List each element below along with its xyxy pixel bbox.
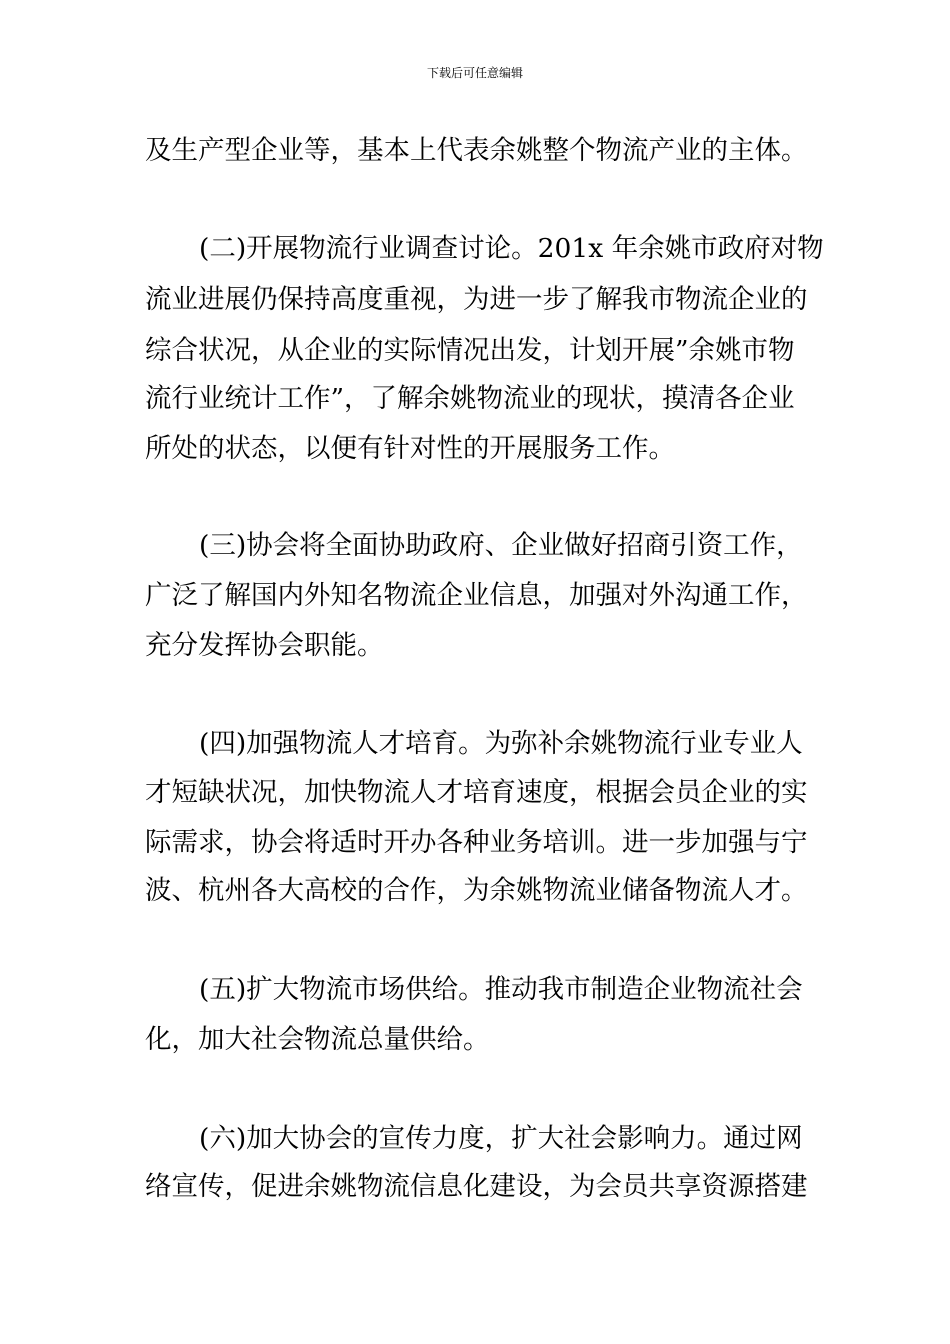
paragraph-4-line-4: 波、杭州各大高校的合作，为余姚物流业储备物流人才。: [145, 875, 808, 906]
paragraph-5-line-1: (五)扩大物流市场供给。推动我市制造企业物流社会: [199, 974, 803, 1005]
paragraph-4-line-1: (四)加强物流人才培育。为弥补余姚物流行业专业人: [199, 728, 803, 759]
paragraph-2-line-5: 所处的状态，以便有针对性的开展服务工作。: [145, 433, 675, 464]
paragraph-4-line-2: 才短缺状况，加快物流人才培育速度，根据会员企业的实: [145, 777, 808, 808]
paragraph-4-line-3: 际需求，协会将适时开办各种业务培训。进一步加强与宁: [145, 827, 808, 858]
paragraph-2-line-2: 流业进展仍保持高度重视，为进一步了解我市物流企业的: [145, 284, 808, 315]
paragraph-6-line-2: 络宣传，促进余姚物流信息化建设，为会员共享资源搭建: [145, 1171, 808, 1202]
paragraph-1-line-1: 及生产型企业等，基本上代表余姚整个物流产业的主体。: [145, 135, 808, 166]
paragraph-3-line-1: (三)协会将全面协助政府、企业做好招商引资工作，: [199, 530, 803, 561]
paragraph-6-line-1: (六)加大协会的宣传力度，扩大社会影响力。通过网: [199, 1123, 803, 1154]
paragraph-3-line-3: 充分发挥协会职能。: [145, 630, 384, 661]
paragraph-2-line-1: (二)开展物流行业调查讨论。201x 年余姚市政府对物: [199, 233, 824, 264]
paragraph-2-line-3: 综合状况，从企业的实际情况出发，计划开展”余姚市物: [145, 335, 795, 366]
paragraph-2-line-4: 流行业统计工作”，了解余姚物流业的现状，摸清各企业: [145, 383, 795, 414]
page-header: 下载后可任意编辑: [426, 66, 523, 80]
paragraph-5-line-2: 化，加大社会物流总量供给。: [145, 1024, 490, 1055]
paragraph-3-line-2: 广泛了解国内外知名物流企业信息，加强对外沟通工作，: [145, 580, 808, 611]
